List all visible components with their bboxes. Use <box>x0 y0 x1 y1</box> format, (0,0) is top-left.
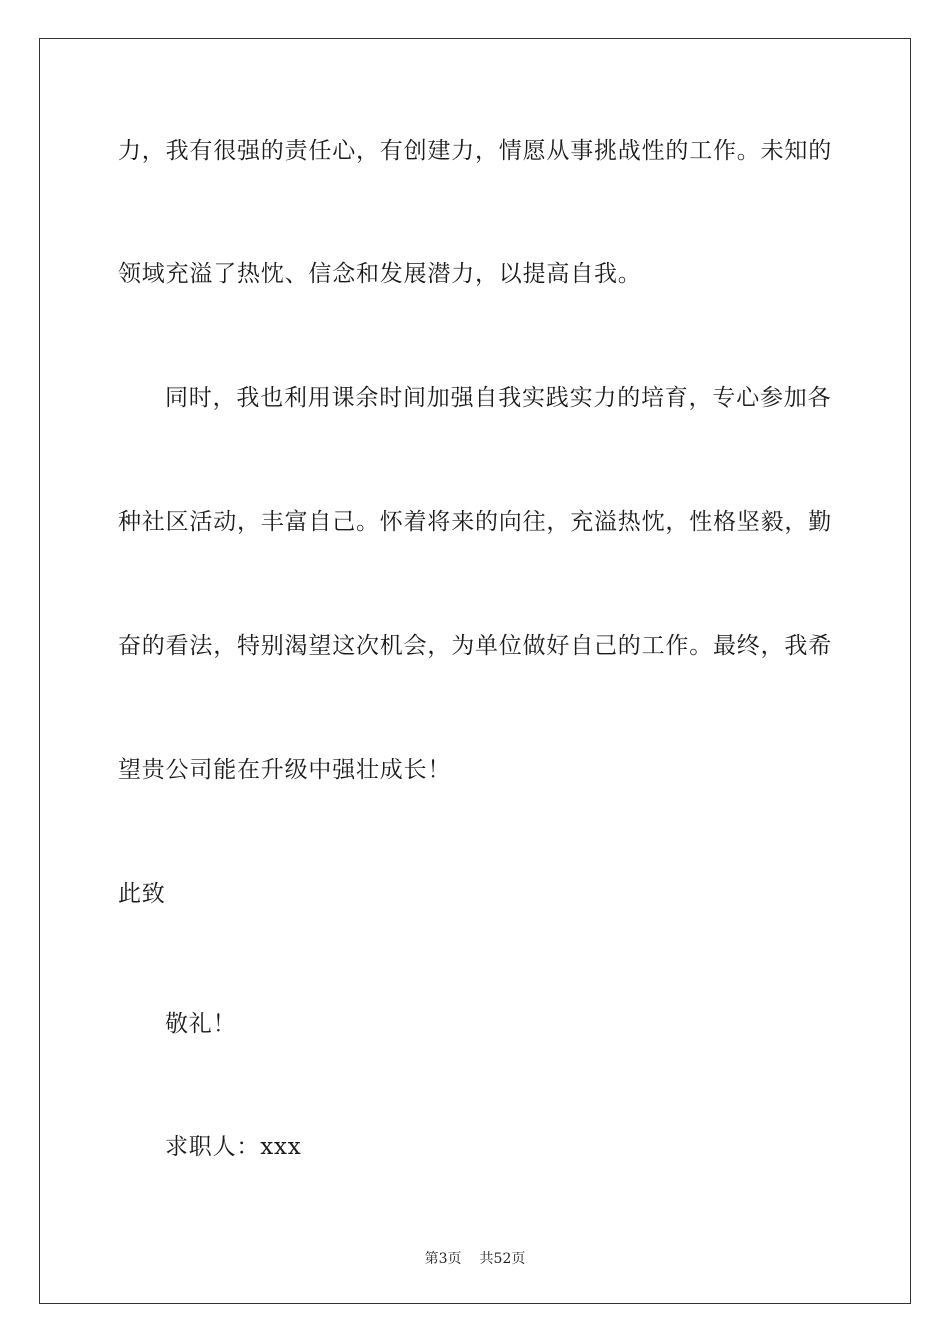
body-line-5: 奋的看法，特别渴望这次机会，为单位做好自己的工作。最终，我希 <box>118 633 832 659</box>
page-footer <box>0 1248 950 1268</box>
body-line-1: 力，我有很强的责任心，有创建力，情愿从事挑战性的工作。未知的 <box>118 138 832 164</box>
body-line-6: 望贵公司能在升级中强壮成长！ <box>118 757 452 783</box>
body-line-3: 同时，我也利用课余时间加强自我实践实力的培育，专心参加各 <box>165 385 832 411</box>
closing-regards: 敬礼！ <box>165 1011 237 1037</box>
page-border <box>39 38 911 1304</box>
body-line-4: 种社区活动，丰富自己。怀着将来的向往，充溢热忱，性格坚毅，勤 <box>118 509 832 535</box>
closing-salutation: 此致 <box>118 881 166 907</box>
body-line-2: 领域充溢了热忱、信念和发展潜力，以提高自我。 <box>118 261 642 287</box>
page-total: 共52页 <box>479 1251 526 1267</box>
page-number: 第3页 <box>424 1251 462 1267</box>
applicant-signature: 求职人：xxx <box>165 1134 302 1160</box>
